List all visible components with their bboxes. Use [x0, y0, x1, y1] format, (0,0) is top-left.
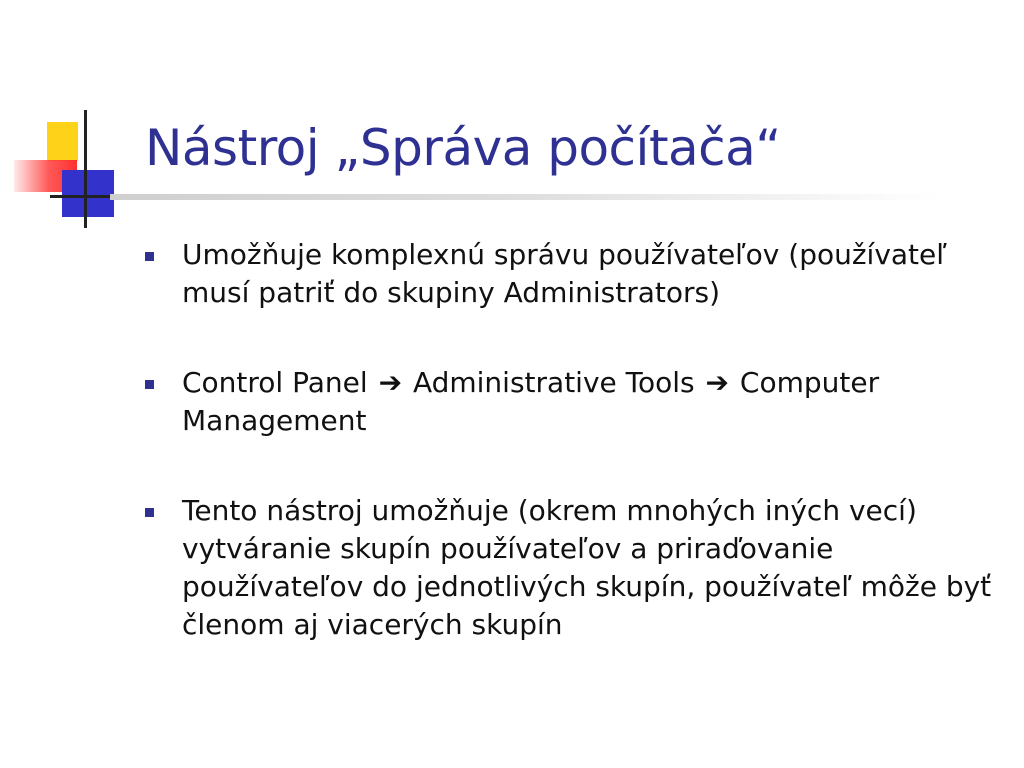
bullet-marker-icon [145, 252, 154, 261]
slide-title: Nástroj „Správa počítača“ [145, 119, 781, 177]
bullet-item [145, 364, 1005, 440]
bullet-text-segment: Computer Management [182, 366, 880, 437]
title-underline [110, 194, 940, 200]
blue-square [62, 170, 114, 217]
horizontal-line [50, 195, 110, 198]
arrow-right-icon: ➔ [378, 366, 403, 399]
arrow-right-icon: ➔ [705, 366, 729, 399]
bullet-text: Umožňuje komplexnú správu používateľov (používateľ musí patriť do skupiny Administrators) [182, 238, 947, 309]
bullet-text-segment: Control Panel [182, 366, 368, 399]
bullet-item [145, 492, 1005, 644]
yellow-square [47, 122, 78, 161]
vertical-line [84, 110, 87, 228]
bullet-marker-icon [145, 380, 154, 389]
decorative-logo [0, 100, 150, 240]
bullet-marker-icon [145, 508, 154, 517]
bullet-text: Tento nástroj umožňuje (okrem mnohých iných vecí) vytváranie skupín používateľov a priraďovanie používateľov do jednotlivých skupín, používateľ môže byť členom aj viacerých skupín [182, 494, 992, 641]
bullet-item [145, 236, 1005, 312]
bullet-text-segment: Administrative Tools [412, 366, 695, 399]
bullet-list [145, 236, 1005, 696]
